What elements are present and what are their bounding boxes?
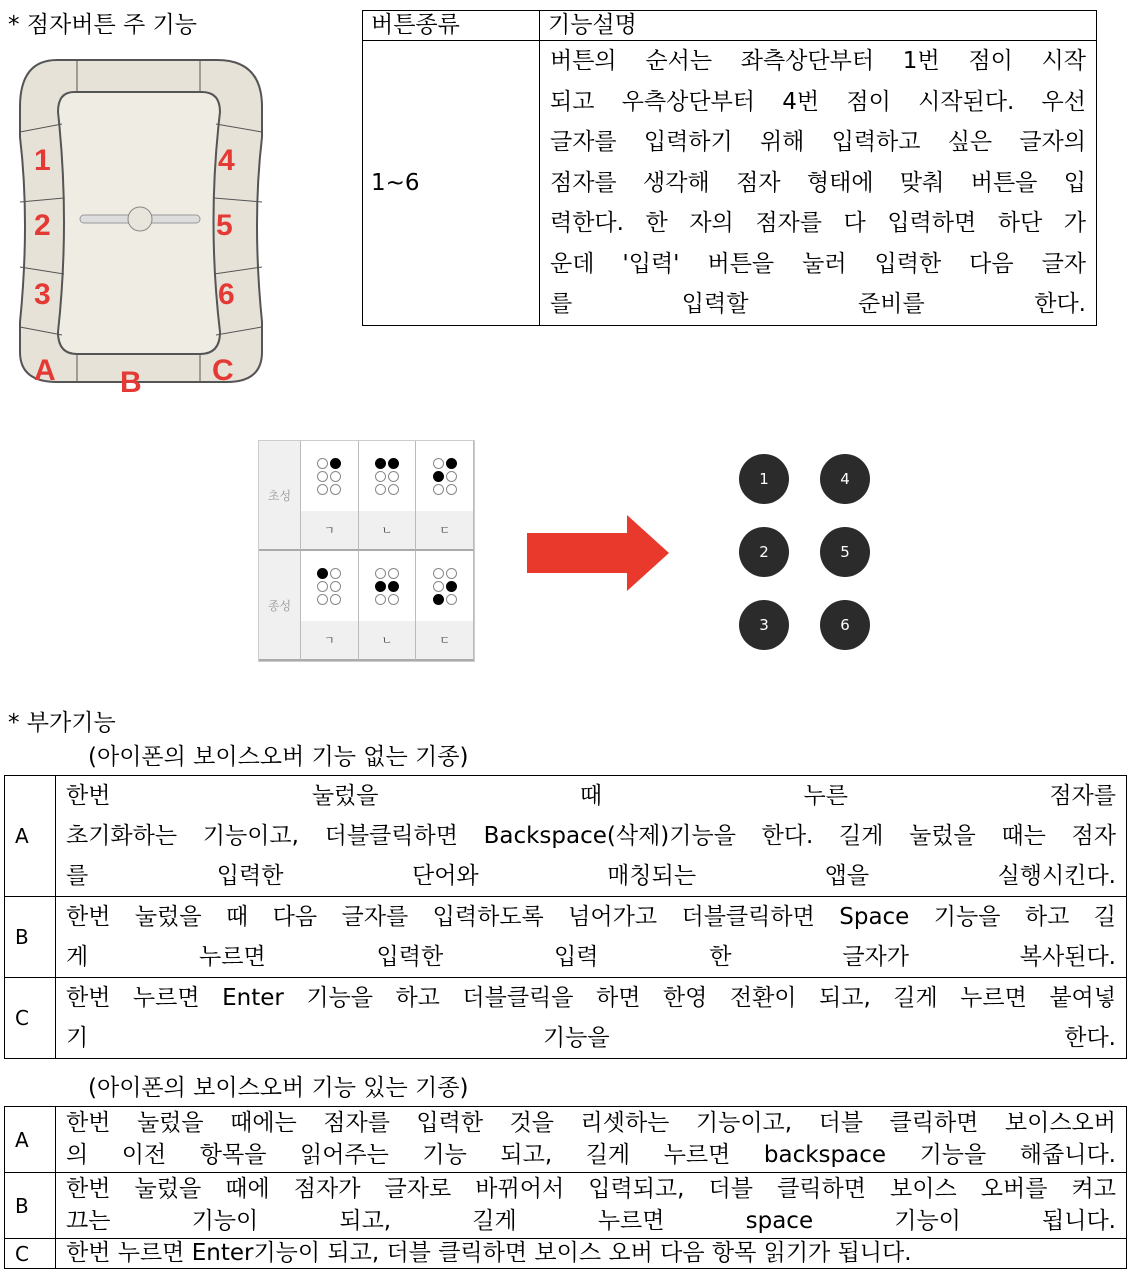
braille-row-label: 종성 [259,551,301,661]
braille-dot [317,594,328,605]
braille-dot [388,581,399,592]
button-type-cell: 1~6 [363,41,540,326]
braille-dot [330,568,341,579]
braille-dot [388,484,399,495]
braille-dot [330,471,341,482]
voiceover-table [4,1106,1127,1269]
braille-cell [301,441,359,511]
braille-consonant-label: ㄴ [359,621,417,661]
braille-dot [330,581,341,592]
braille-cell [359,551,417,621]
key-c-desc: 한번 누르면 Enter 기능을 하고 더블클릭을 하면 한영 전환이 되고, 길게 누르면 붙여넣 기 기능을 한다. [56,978,1127,1059]
braille-dot [446,594,457,605]
description-cell: 버튼의 순서는 좌측상단부터 1번 점이 시작 되고 우측상단부터 4번 점이 시작된다. 우선 글자를 입력하기 위해 입력하고 싶은 글자의 점자를 생각해 점자 형태에 맞춰 버튼을 입 력한다. 한 자의 점자를 다 입력하면 하단 가 운데 '입력' 버튼을 눌러 입력한 다음 글자 를 입력할 준비를 한다. [540,41,1097,326]
braille-consonant-chart [258,440,475,662]
vo-key-b: B [5,1173,56,1239]
key-a: A [5,776,56,897]
braille-dot [375,458,386,469]
vo-key-b-desc: 한번 눌렀을 때에 점자가 글자로 바뀌어서 입력되고, 더블 클릭하면 보이스 오버를 켜고 끄는 기능이 되고, 길게 누르면 space 기능이 됩니다. [56,1173,1127,1239]
braille-dot [446,581,457,592]
braille-dot [317,484,328,495]
no-voiceover-table [4,775,1127,1059]
dot-button-6: 6 [820,600,870,650]
svg-text:4: 4 [218,144,235,177]
svg-text:3: 3 [34,278,51,311]
dot-button-5: 5 [820,527,870,577]
braille-dot [446,471,457,482]
dot-button-3: 3 [739,600,789,650]
braille-dot [375,581,386,592]
braille-dot [433,458,444,469]
braille-dot [330,458,341,469]
braille-dot [317,568,328,579]
braille-dot [375,568,386,579]
braille-dot [375,594,386,605]
braille-button-layout [739,454,870,650]
svg-text:6: 6 [218,278,235,311]
braille-dot [433,568,444,579]
braille-dot [433,471,444,482]
braille-dot [433,484,444,495]
braille-consonant-label: ㄱ [301,621,359,661]
braille-dot [317,471,328,482]
braille-cell [416,551,474,621]
key-a-desc: 한번 눌렀을 때 누른 점자를 초기화하는 기능이고, 더블클릭하면 Backspace(삭제)기능을 한다. 길게 눌렀을 때는 점자 를 입력한 단어와 매칭되는 앱을 실행시킨다. [56,776,1127,897]
key-b-desc: 한번 눌렀을 때 다음 글자를 입력하도록 넘어가고 더블클릭하면 Space 기능을 하고 길 게 누르면 입력한 입력 한 글자가 복사된다. [56,897,1127,978]
braille-consonant-label: ㄱ [301,511,359,551]
braille-cell [359,441,417,511]
dot-button-2: 2 [739,527,789,577]
sub-title: * 부가기능 [8,710,116,736]
braille-dot [388,458,399,469]
no-voiceover-caption: (아이폰의 보이스오버 기능 없는 기종) [88,744,469,770]
braille-cell [416,441,474,511]
svg-text:C: C [212,354,234,387]
braille-dot [388,568,399,579]
main-title: * 점자버튼 주 기능 [8,12,197,38]
braille-cell [301,551,359,621]
vo-key-a: A [5,1107,56,1173]
braille-dot [433,581,444,592]
braille-dot [433,594,444,605]
braille-dot [317,458,328,469]
key-c: C [5,978,56,1059]
svg-text:B: B [120,366,142,397]
vo-key-a-desc: 한번 눌렀을 때에는 점자를 입력한 것을 리셋하는 기능이고, 더블 클릭하면 보이스오버 의 이전 항목을 읽어주는 기능 되고, 길게 누르면 backspace 기능을 해줍니다. [56,1107,1127,1173]
dot-button-1: 1 [739,454,789,504]
braille-dot [446,484,457,495]
braille-consonant-label: ㄴ [359,511,417,551]
vo-key-c: C [5,1239,56,1269]
braille-dot [446,458,457,469]
braille-consonant-label: ㄷ [416,621,474,661]
svg-text:2: 2 [34,209,51,242]
braille-dot [388,471,399,482]
header-description: 기능설명 [540,11,1097,41]
braille-consonant-label: ㄷ [416,511,474,551]
main-function-table [362,10,1097,326]
arrow-right-icon [527,515,669,591]
braille-dot [330,594,341,605]
key-b: B [5,897,56,978]
braille-dot [446,568,457,579]
voiceover-caption: (아이폰의 보이스오버 기능 있는 기종) [88,1075,469,1101]
braille-dot [317,581,328,592]
svg-text:5: 5 [216,209,233,242]
device-label-1: 1 [34,144,51,177]
svg-text:A: A [34,354,56,387]
dot-button-4: 4 [820,454,870,504]
braille-dot [388,594,399,605]
vo-key-c-desc: 한번 누르면 Enter기능이 되고, 더블 클릭하면 보이스 오버 다음 항목 읽기가 됩니다. [56,1239,1127,1269]
header-button-type: 버튼종류 [363,11,540,41]
braille-row-label: 초성 [259,441,301,551]
braille-device-image [12,52,267,397]
braille-dot [330,484,341,495]
braille-dot [375,484,386,495]
braille-dot [375,471,386,482]
